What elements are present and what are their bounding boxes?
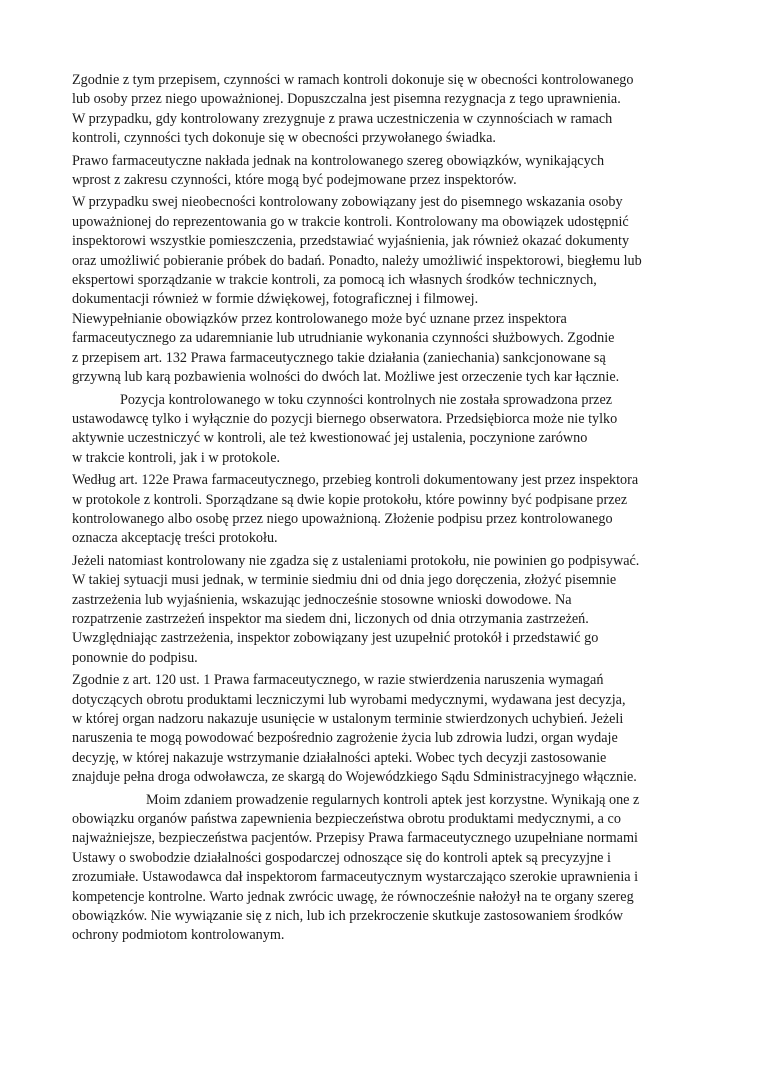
paragraph-6	[72, 552, 692, 668]
text-line: W przypadku, gdy kontrolowany zrezygnuje z prawa uczestniczenia w czynnościach w ramach	[72, 110, 613, 127]
document-page	[72, 71, 692, 946]
text-line: Według art. 122e Prawa farmaceutycznego, przebieg kontroli dokumentowany jest przez inspektora	[72, 472, 639, 489]
text-line: ponownie do podpisu.	[72, 649, 198, 666]
text-line: dotyczących obrotu produktami leczniczymi lub wyrobami medycznymi, wydawana jest decyzja,	[72, 691, 626, 708]
text-line: Niewypełnianie obowiązków przez kontrolowanego może być uznane przez inspektora	[72, 310, 567, 327]
text-line: wprost z zakresu czynności, które mogą być podejmowane przez inspektorów.	[72, 172, 517, 189]
text-line: W takiej sytuacji musi jednak, w terminie siedmiu dni od dnia jego doręczenia, złożyć pisemnie	[72, 572, 617, 589]
text-line: ustawodawcę tylko i wyłącznie do pozycji biernego obserwatora. Przedsiębiorca może nie tylko	[72, 410, 618, 427]
text-line: w której organ nadzoru nakazuje usunięcie w ustalonym terminie stwierdzonych uchybień. Jeżeli	[72, 711, 624, 727]
paragraph-1	[72, 71, 692, 149]
text-line: ekspertowi sporządzanie w trakcie kontroli, za pomocą ich własnych środków technicznych,	[72, 272, 597, 289]
text-line: naruszenia te mogą powodować bezpośrednio zagrożenie życia lub zdrowia ludzi, organ wydaje	[72, 730, 618, 747]
text-line: z przepisem art. 132 Prawa farmaceutycznego takie działania (zaniechania) sankcjonowane są	[72, 349, 606, 366]
text-line: najważniejsze, bezpieczeństwa pacjentów. Przepisy Prawa farmaceutycznego uzupełniane normami	[72, 830, 638, 847]
text-line: oznacza akceptację treści protokołu.	[72, 530, 278, 547]
text-line: Prawo farmaceutyczne nakłada jednak na kontrolowanego szereg obowiązków, wynikających	[72, 152, 605, 169]
text-line: farmaceutycznego za udaremnianie lub utrudnianie wykonania czynności służbowych. Zgodnie	[72, 330, 615, 347]
text-line: Zgodnie z tym przepisem, czynności w ramach kontroli dokonuje się w obecności kontrolowanego	[72, 72, 634, 88]
text-line: aktywnie uczestniczyć w kontroli, ale też kwestionować jej ustalenia, poczynione zarówno	[72, 430, 588, 447]
paragraph-2	[72, 152, 692, 191]
text-line: Jeżeli natomiast kontrolowany nie zgadza się z ustaleniami protokołu, nie powinien go podpisywać.	[72, 552, 640, 569]
text-line: rozpatrzenie zastrzeżeń inspektor ma siedem dni, liczonych od dnia otrzymania zastrzeżeń.	[72, 610, 589, 627]
text-line: decyzję, w której nakazuje wstrzymanie działalności apteki. Wobec tych decyzji zastosowanie	[72, 749, 607, 766]
text-line: obowiązków. Nie wywiązanie się z nich, lub ich przekroczenie skutkuje zastosowaniem środków	[72, 908, 624, 925]
text-line: zrozumiałe. Ustawodawca dał inspektorom farmaceutycznym wystarczająco szerokie uprawnienia i	[72, 869, 639, 886]
text-line: Moim zdaniem prowadzenie regularnych kontroli aptek jest korzystne. Wynikają one z	[146, 791, 640, 808]
paragraph-7	[72, 671, 692, 787]
text-line: dokumentacji również w formie dźwiękowej, fotograficznej i filmowej.	[72, 291, 479, 308]
text-line: Ustawy o swobodzie działalności gospodarczej odnoszące się do kontroli aptek są precyzyjne i	[72, 849, 611, 866]
text-line: w protokole z kontroli. Sporządzane są dwie kopie protokołu, które powinny być podpisane przez	[72, 491, 628, 508]
paragraph-3	[72, 193, 692, 387]
text-line: inspektorowi wszystkie pomieszczenia, przedstawiać wyjaśnienia, jak również okazać dokumenty	[72, 233, 630, 250]
text-line: Uwzględniając zastrzeżenia, inspektor zobowiązany jest uzupełnić protokół i przedstawić go	[72, 630, 599, 647]
text-line: Pozycja kontrolowanego w toku czynności kontrolnych nie została sprowadzona przez	[120, 391, 613, 408]
text-line: w trakcie kontroli, jak i w protokole.	[72, 449, 281, 466]
text-line: obowiązku organów państwa zapewnienia bezpieczeństwa obrotu produktami medycznymi, a co	[72, 811, 621, 828]
text-line: upoważnionej do reprezentowania go w trakcie kontroli. Kontrolowany ma obowiązek udostępnić	[72, 213, 629, 230]
text-line: kontroli, czynności tych dokonuje się w obecności przywołanego świadka.	[72, 130, 496, 147]
text-line: lub osoby przez niego upoważnionej. Dopuszczalna jest pisemna rezygnacja z tego uprawnienia.	[72, 91, 621, 108]
paragraph-8	[72, 791, 692, 946]
text-line: zastrzeżenia lub wyjaśnienia, wskazując jednocześnie stosowne wnioski dowodowe. Na	[72, 591, 572, 608]
paragraph-4	[72, 391, 692, 469]
text-line: oraz umożliwić pobieranie próbek do badań. Ponadto, należy umożliwić inspektorowi, biegłemu lub	[72, 252, 642, 269]
paragraph-5	[72, 471, 692, 549]
text-line: kompetencje kontrolne. Warto jednak zwrócic uwagę, że równocześnie nałożył na te organy szereg	[72, 888, 634, 905]
text-line: znajduje pełna droga odwoławcza, ze skargą do Wojewódzkiego Sądu Sdministracyjnego włącznie.	[72, 769, 637, 786]
text-line: Zgodnie z art. 120 ust. 1 Prawa farmaceutycznego, w razie stwierdzenia naruszenia wymagań	[72, 672, 604, 689]
text-line: grzywną lub karą pozbawienia wolności do dwóch lat. Możliwe jest orzeczenie tych kar łącznie.	[72, 369, 620, 386]
text-line: W przypadku swej nieobecności kontrolowany zobowiązany jest do pisemnego wskazania osoby	[72, 194, 623, 211]
text-line: ochrony podmiotom kontrolowanym.	[72, 927, 285, 944]
text-line: kontrolowanego albo osobę przez niego upoważnioną. Złożenie podpisu przez kontrolowanego	[72, 510, 613, 527]
